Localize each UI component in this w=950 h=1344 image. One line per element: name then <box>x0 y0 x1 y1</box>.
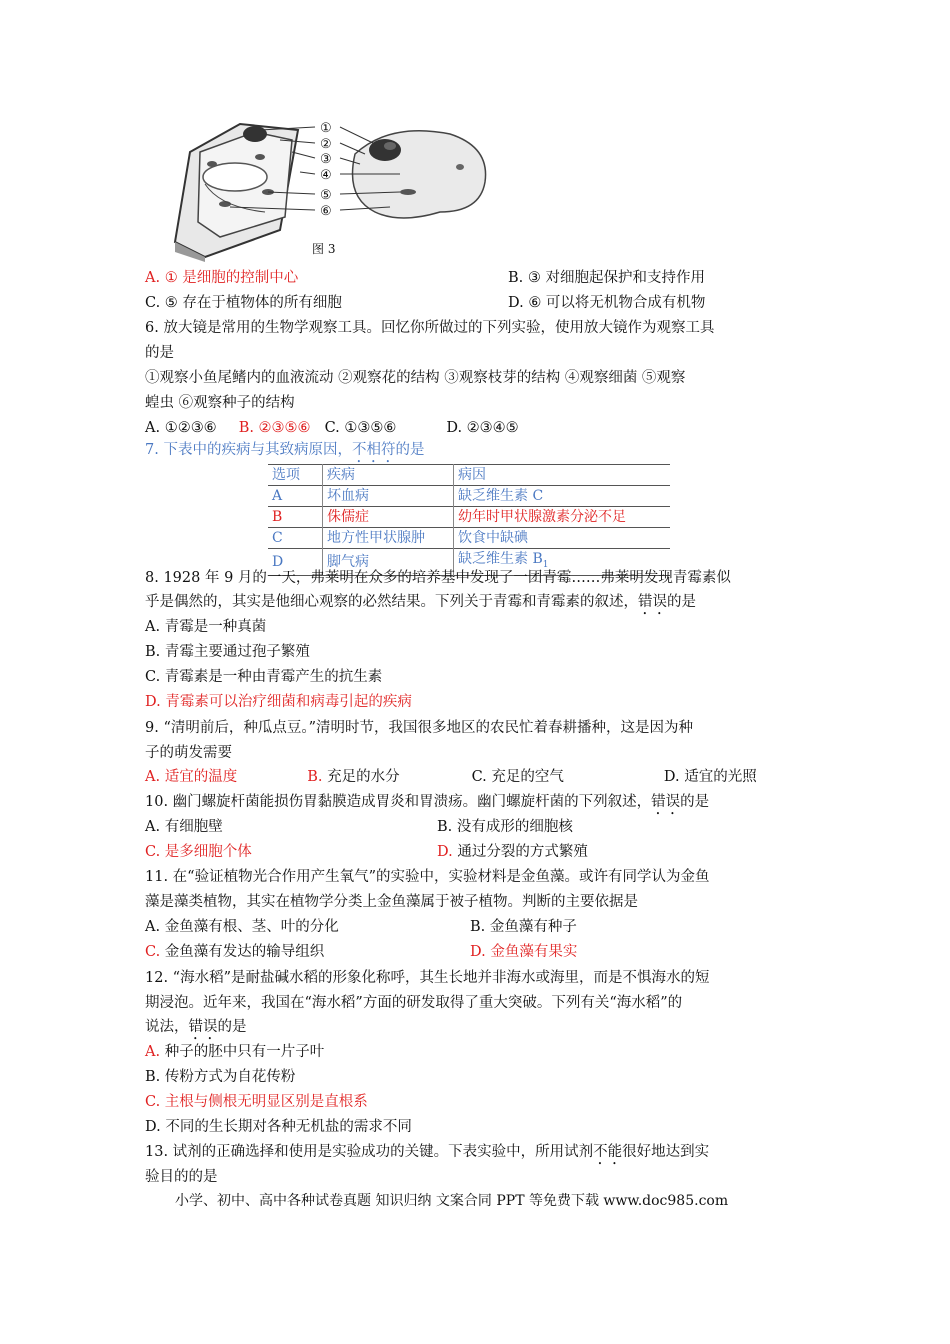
table-cell: 饮食中缺碘 <box>458 530 528 546</box>
q12-option-a-letter: A. <box>145 1044 165 1060</box>
cause-text: 缺乏维生素 B <box>458 551 543 567</box>
q10-stem-emphasis: 错误 <box>651 794 681 810</box>
table-cell: C <box>268 528 323 549</box>
q11-stem-line2: 藻是藻类植物，其实在植物学分类上金鱼藻属于被子植物。判断的主要依据是 <box>145 894 638 910</box>
table-cell: 坏血病 <box>323 486 454 507</box>
q9-stem-line2: 子的萌发需要 <box>145 745 232 761</box>
label-3: ③ <box>320 152 332 167</box>
q9-option-c: C. 充足的空气 <box>471 769 564 785</box>
label-1: ① <box>320 121 332 136</box>
q13-stem-emphasis: 不能 <box>593 1144 623 1160</box>
q8-stem-pre: 乎是偶然的，其实是他细心观察的必然结果。下列关于青霉和青霉素的叙述， <box>145 594 638 610</box>
q11-option-c-letter: C. <box>145 944 165 960</box>
q5-option-c: C. ⑤ 存在于植物体的所有细胞 <box>145 295 342 311</box>
q6-items-line1: ①观察小鱼尾鳍内的血液流动 ②观察花的结构 ③观察枝芽的结构 ④观察细菌 ⑤观察 <box>145 370 686 386</box>
label-6: ⑥ <box>320 204 332 219</box>
q8-stem-emphasis: 错误 <box>638 594 667 610</box>
q6-stem-line2: 的是 <box>145 345 174 361</box>
table-cell: 地方性甲状腺肿 <box>323 528 454 549</box>
q11-option-c <box>145 940 324 964</box>
figure-caption: 图 3 <box>312 242 336 256</box>
q10-option-c: C. 是多细胞个体 <box>145 844 252 860</box>
table-cell: B <box>268 507 323 528</box>
q6-options <box>145 416 519 440</box>
q6-option-a: A. ①②③⑥ <box>145 420 217 436</box>
q7-stem-post: 的是 <box>395 442 425 458</box>
q13-stem-post: 很好地达到实 <box>622 1144 710 1160</box>
q10-option-b: B. 没有成形的细胞核 <box>437 819 573 835</box>
table-row <box>268 486 670 507</box>
q13-stem-line2: 验目的的是 <box>145 1169 218 1185</box>
q12-stem-line3 <box>145 1015 247 1039</box>
header-option: 选项 <box>268 465 323 486</box>
q12-option-d: D. 不同的生长期对各种无机盐的需求不同 <box>145 1119 412 1135</box>
label-4: ④ <box>320 168 332 183</box>
q10-option-a: A. 有细胞壁 <box>145 819 223 835</box>
q6-option-c: C. ①③⑤⑥ <box>324 420 397 436</box>
q6-stem-line1: 6. 放大镜是常用的生物学观察工具。回忆你所做过的下列实验，使用放大镜作为观察工具 <box>145 320 715 336</box>
header-cause: 病因 <box>458 467 486 483</box>
table-cell: 幼年时甲状腺激素分泌不足 <box>458 509 626 525</box>
q8-stem-post: 的是 <box>667 594 696 610</box>
q11-option-b: B. 金鱼藻有种子 <box>470 919 577 935</box>
table-row <box>268 507 670 528</box>
q5-option-b: B. ③ 对细胞起保护和支持作用 <box>508 270 705 286</box>
table-cell: 缺乏维生素 C <box>458 488 544 504</box>
q10-option-d <box>437 840 588 864</box>
q9-option-b: 充足的水分 <box>327 769 400 785</box>
q5-option-a: A. ① 是细胞的控制中心 <box>145 270 299 286</box>
q9-option-d: D. 适宜的光照 <box>663 769 757 785</box>
q6-option-d: D. ②③④⑤ <box>446 420 519 436</box>
q9-option-a: A. 适宜的温度 <box>145 769 238 785</box>
q10-stem-post: 的是 <box>680 794 710 810</box>
q8-option-b: B. 青霉主要通过孢子繁殖 <box>145 644 310 660</box>
table-row <box>268 528 670 549</box>
q11-option-d: D. 金鱼藻有果实 <box>470 944 578 960</box>
q10-option-d-letter: D. <box>437 844 458 860</box>
q10-stem-pre: 10. 幽门螺旋杆菌能损伤胃黏膜造成胃炎和胃溃疡。幽门螺旋杆菌的下列叙述， <box>145 794 652 810</box>
q12-stem-pre: 说法， <box>145 1019 189 1035</box>
q7-stem-emphasis: 不相符 <box>351 442 396 458</box>
q11-option-a: A. 金鱼藻有根、茎、叶的分化 <box>145 919 339 935</box>
header-disease: 疾病 <box>323 465 454 486</box>
q12-stem-line1: 12. “海水稻”是耐盐碱水稻的形象化称呼，其生长地并非海水或海里，而是不惧海水的短 <box>145 970 710 986</box>
plant-cell-3d-block <box>175 124 298 262</box>
q12-stem-emphasis: 错误 <box>188 1019 218 1035</box>
q12-option-a <box>145 1040 324 1064</box>
q10-stem <box>145 790 709 814</box>
q11-stem-line1: 11. 在“验证植物光合作用产生氧气”的实验中，实验材料是金鱼藻。或许有同学认为金鱼 <box>145 869 710 885</box>
q7-stem-pre: 7. 下表中的疾病与其致病原因， <box>145 442 352 458</box>
q8-option-a: A. 青霉是一种真菌 <box>145 619 267 635</box>
table-cell: 侏儒症 <box>323 507 454 528</box>
q6-items-line2: 蝗虫 ⑥观察种子的结构 <box>145 395 295 411</box>
q9-options <box>145 765 757 789</box>
q12-option-b: B. 传粉方式为自花传粉 <box>145 1069 296 1085</box>
disease-table <box>268 464 670 576</box>
q9-option-b-letter: B. <box>307 769 328 785</box>
table-cell: A <box>268 486 323 507</box>
q12-stem-post: 的是 <box>217 1019 247 1035</box>
q13-stem-pre: 13. 试剂的正确选择和使用是实验成功的关键。下表实验中，所用试剂 <box>145 1144 594 1160</box>
q12-option-c: C. 主根与侧根无明显区别是直根系 <box>145 1094 368 1110</box>
label-5: ⑤ <box>320 188 332 203</box>
q7-stem <box>145 438 424 462</box>
table-cell: 脚气病 <box>323 549 454 576</box>
table-header-row <box>268 465 670 486</box>
cause-subscript: 1 <box>542 559 549 570</box>
q5-option-d: D. ⑥ 可以将无机物合成有机物 <box>508 295 706 311</box>
figure-number-labels <box>320 121 332 219</box>
q8-option-c: C. 青霉素是一种由青霉产生的抗生素 <box>145 669 383 685</box>
label-2: ② <box>320 137 332 152</box>
q11-option-c-text: 金鱼藻有发达的输导组织 <box>164 944 325 960</box>
q12-stem-line2: 期浸泡。近年来，我国在“海水稻”方面的研发取得了重大突破。下列有关“海水稻”的 <box>145 995 683 1011</box>
q10-option-d-text: 通过分裂的方式繁殖 <box>457 844 588 860</box>
page-footer: 小学、初中、高中各种试卷真题 知识归纳 文案合同 PPT 等免费下载 www.doc985.com <box>175 1193 729 1209</box>
table-cell: D <box>268 549 323 576</box>
q8-stem-line2 <box>145 590 696 614</box>
q8-option-d: D. 青霉素可以治疗细菌和病毒引起的疾病 <box>145 694 412 710</box>
q13-stem-line1 <box>145 1140 709 1164</box>
q12-option-a-text: 种子的胚中只有一片子叶 <box>164 1044 325 1060</box>
q6-option-b: B. ②③⑤⑥ <box>238 420 311 436</box>
q9-stem-line1: 9. “清明前后，种瓜点豆。”清明时节，我国很多地区的农民忙着春耕播种，这是因为种 <box>145 720 694 736</box>
q8-stem-line1: 8. 1928 年 9 月的一天，弗莱明在众多的培养基中发现了一团青霉……弗莱明发现青霉素似 <box>145 570 731 586</box>
